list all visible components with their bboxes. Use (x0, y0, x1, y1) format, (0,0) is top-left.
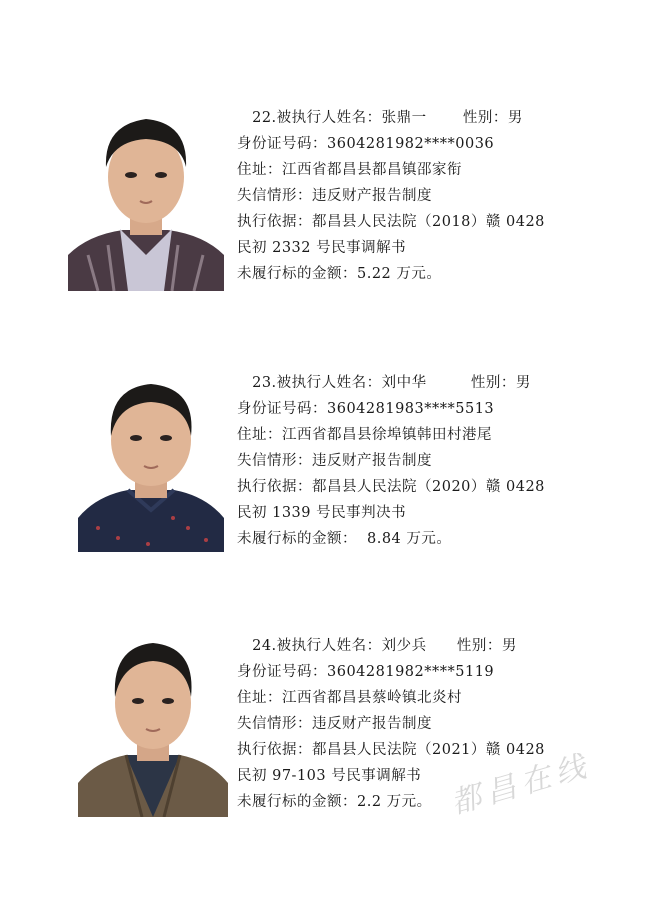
id-number: 3604281982****0036 (327, 136, 495, 152)
amount-value: 5.22 万元。 (357, 266, 442, 282)
situation-label: 失信情形： (237, 453, 312, 469)
portrait-22-image (68, 105, 224, 291)
gender-label: 性别： (456, 638, 502, 654)
amount-label: 未履行标的金额： (237, 531, 357, 547)
amount-value: 8.84 万元。 (367, 531, 452, 547)
situation-line (237, 711, 637, 737)
gender-value: 男 (515, 375, 531, 391)
gender-value: 男 (501, 638, 517, 654)
id-label: 身份证号码： (237, 664, 327, 680)
portrait-photo (78, 633, 228, 817)
amount-line (237, 526, 637, 552)
basis-value-line2: 民初 1339 号民事判决书 (237, 505, 407, 521)
amount-label: 未履行标的金额： (237, 794, 357, 810)
name-label: 被执行人姓名： (276, 110, 382, 126)
id-number: 3604281982****5119 (327, 664, 495, 680)
record-index: 24. (252, 638, 277, 654)
address-line (237, 422, 637, 448)
id-line (237, 396, 637, 422)
watermark: 都昌在线 (447, 747, 596, 822)
basis-value-line1: 都昌县人民法院（2018）赣 0428 (312, 214, 545, 230)
record-23 (0, 370, 650, 570)
address-label: 住址： (237, 162, 282, 178)
basis-value-line1: 都昌县人民法院（2020）赣 0428 (312, 479, 545, 495)
amount-label: 未履行标的金额： (237, 266, 357, 282)
id-line (237, 659, 637, 685)
basis-line (237, 209, 637, 235)
basis-label: 执行依据： (237, 742, 312, 758)
basis-line-2 (237, 500, 637, 526)
person-name: 刘中华 (381, 375, 427, 391)
basis-label: 执行依据： (237, 479, 312, 495)
basis-line (237, 474, 637, 500)
name-label: 被执行人姓名： (276, 375, 382, 391)
situation-value: 违反财产报告制度 (312, 453, 432, 469)
amount-value: 2.2 万元。 (357, 794, 432, 810)
situation-value: 违反财产报告制度 (312, 716, 432, 732)
gender-value: 男 (507, 110, 523, 126)
name-line (237, 633, 637, 659)
address-line (237, 157, 637, 183)
record-22 (0, 105, 650, 305)
address-label: 住址： (237, 427, 282, 443)
portrait-photo (68, 105, 224, 291)
id-label: 身份证号码： (237, 136, 327, 152)
record-index: 23. (252, 375, 277, 391)
address-value: 江西省都昌县徐埠镇韩田村港尾 (282, 427, 492, 443)
situation-line (237, 183, 637, 209)
basis-value-line1: 都昌县人民法院（2021）赣 0428 (312, 742, 545, 758)
address-line (237, 685, 637, 711)
portrait-23-image (78, 378, 224, 552)
id-line (237, 131, 637, 157)
gender-label: 性别： (470, 375, 516, 391)
gender-label: 性别： (462, 110, 508, 126)
basis-value-line2: 民初 97-103 号民事调解书 (237, 768, 422, 784)
person-name: 刘少兵 (381, 638, 427, 654)
situation-line (237, 448, 637, 474)
address-value: 江西省都昌县蔡岭镇北炎村 (282, 690, 462, 706)
amount-line (237, 261, 637, 287)
address-value: 江西省都昌县都昌镇邵家衔 (282, 162, 462, 178)
id-number: 3604281983****5513 (327, 401, 495, 417)
amount-line (237, 789, 637, 815)
name-line (237, 370, 637, 396)
situation-label: 失信情形： (237, 716, 312, 732)
portrait-24-image (78, 633, 228, 817)
record-24 (0, 633, 650, 833)
situation-label: 失信情形： (237, 188, 312, 204)
basis-value-line2: 民初 2332 号民事调解书 (237, 240, 407, 256)
id-label: 身份证号码： (237, 401, 327, 417)
portrait-photo (78, 378, 224, 552)
record-index: 22. (252, 110, 277, 126)
person-name: 张鼎一 (381, 110, 427, 126)
record-info (237, 370, 637, 552)
basis-line-2 (237, 235, 637, 261)
situation-value: 违反财产报告制度 (312, 188, 432, 204)
name-line (237, 105, 637, 131)
name-label: 被执行人姓名： (276, 638, 382, 654)
basis-label: 执行依据： (237, 214, 312, 230)
record-info (237, 105, 637, 287)
address-label: 住址： (237, 690, 282, 706)
